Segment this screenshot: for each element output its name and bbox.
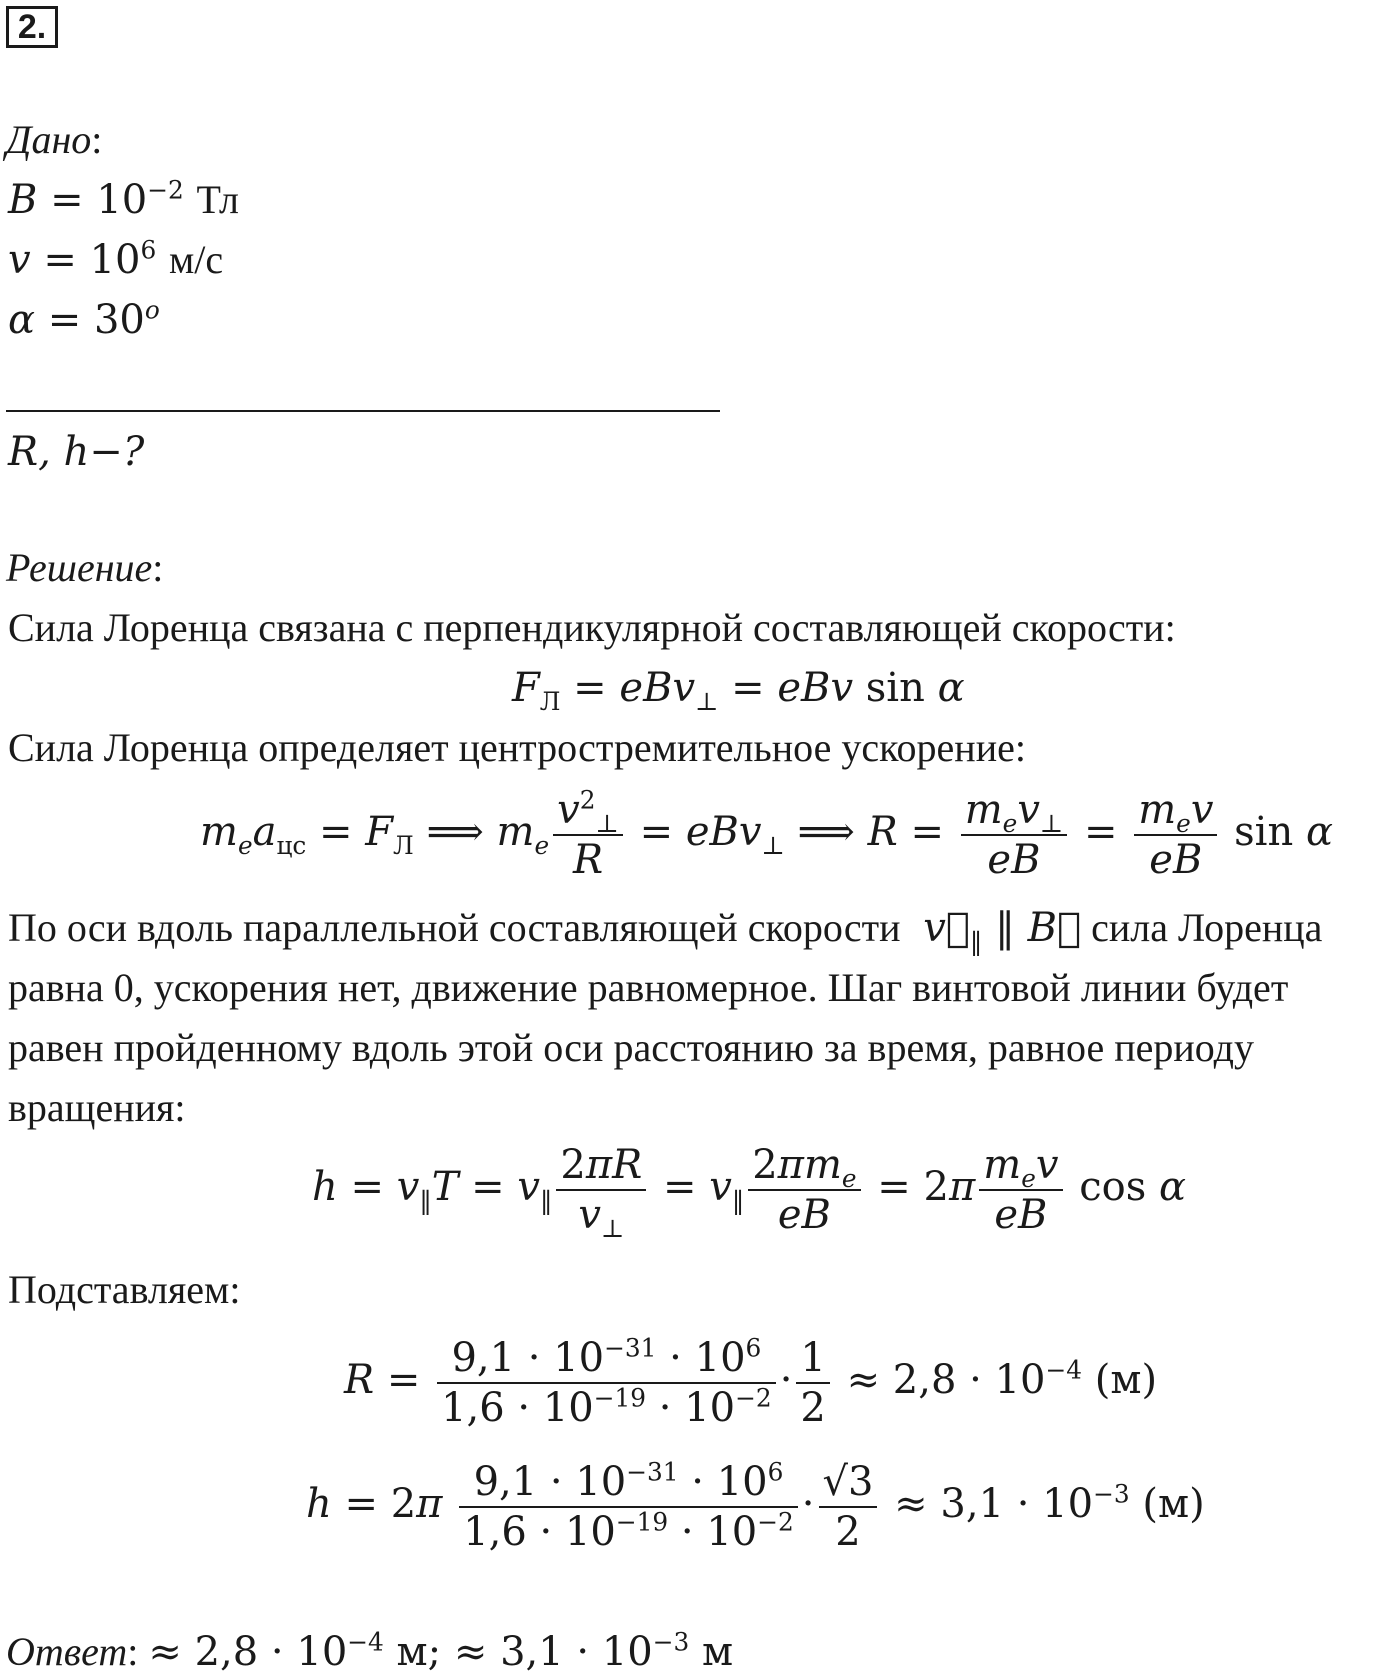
given-base: 10	[89, 237, 141, 283]
h-den-exp2: −2	[757, 1507, 794, 1537]
r-den-exp1: −19	[593, 1383, 647, 1413]
given-unit: м/с	[168, 237, 224, 282]
answer-r: ≈ 2,8 · 10	[148, 1629, 348, 1675]
answer-line	[6, 1627, 734, 1675]
given-var: v	[8, 237, 31, 283]
formula-lorentz-force: $F_Л = eBv_\perp$ = eBv sin α	[512, 665, 965, 716]
r-num-mid: · 10	[656, 1335, 746, 1381]
find-line: R, h−?	[8, 429, 145, 475]
given-title	[6, 117, 103, 162]
given-base: 30	[93, 297, 145, 343]
given-line-alpha: $\alpha = 30^o$	[8, 295, 160, 343]
h-unit: (м)	[1142, 1481, 1205, 1527]
given-base: 10	[96, 177, 148, 223]
solution-paragraph-1: Сила Лоренца связана с перпендикулярной составляющей скорости:	[8, 605, 1176, 650]
h-num-exp1: −31	[626, 1457, 679, 1487]
r-result-exp: −4	[1045, 1355, 1083, 1385]
given-exp: 6	[140, 235, 157, 265]
given-line-B: $B = 10^{-2}$ Тл	[8, 175, 239, 223]
h-den-mid: · 10	[668, 1509, 758, 1555]
answer-h-exp: −3	[652, 1627, 690, 1657]
answer-h: м; ≈ 3,1 · 10	[383, 1629, 653, 1675]
r-num: 9,1 · 10	[451, 1335, 605, 1381]
solution-title-colon: :	[152, 545, 164, 590]
given-exp: o	[144, 295, 160, 325]
answer-unit: м	[689, 1629, 734, 1675]
given-unit: Тл	[196, 177, 239, 222]
problem-number: 2.	[6, 6, 58, 48]
given-exp: −2	[147, 175, 184, 205]
given-var: α	[8, 297, 36, 343]
solution-paragraph-3	[8, 905, 1323, 956]
h-den-exp1: −19	[615, 1507, 669, 1537]
r-den-mid: · 10	[646, 1385, 736, 1431]
h-num-exp2: 6	[767, 1457, 784, 1487]
solution-paragraph-7: Подставляем:	[8, 1267, 241, 1312]
formula-h-numeric: h = 2π $\frac{9,1 \cdot 10^{-31} \cdot 10^6}{1,6 \cdot 10^{-19} \cdot 10^{-2}}$ · $\frac{√3}{2}$ ≈ $3,1 \cdot 10^{-3}$ (м)	[306, 1457, 1205, 1555]
answer-values	[148, 1629, 733, 1675]
solution-paragraph-2: Сила Лоренца определяет центростремительное ускорение:	[8, 725, 1026, 770]
given-divider	[6, 410, 720, 412]
formula-radius: $m_ea_{цс} = F_Л$ ⟹ $m_e$ $\frac{v^2_\perp}{R}$ = eBv$_\perp$ ⟹ R = $\frac{m_ev_\perp}{eB}$ = $\frac{m_ev}{eB}$ sin α	[200, 785, 1333, 883]
solution-paragraph-3-start: По оси вдоль параллельной составляющей скорости	[8, 905, 901, 950]
r-num-exp1: −31	[604, 1333, 657, 1363]
parallel-notation: $v⃗_‖$ ‖ B⃗	[923, 905, 1082, 956]
given-line-v: $v = 10^6$ м/с	[8, 235, 224, 283]
r-den-exp2: −2	[735, 1383, 772, 1413]
formula-pitch: $h = v_‖T = v_‖$ $\frac{2\pi R}{v_\perp}$ = $v_‖$ $\frac{2\pi m_e}{eB}$ = 2π $\frac{m_ev}{eB}$ cos α	[312, 1142, 1186, 1243]
half-den: 2	[800, 1385, 826, 1431]
h-num: 9,1 · 10	[473, 1459, 627, 1505]
r-num-exp2: 6	[745, 1333, 762, 1363]
given-var: B	[8, 177, 38, 223]
h-num-mid: · 10	[678, 1459, 768, 1505]
solution-title	[6, 545, 164, 590]
sqrt3-num: √3	[819, 1462, 878, 1508]
r-den: 1,6 · 10	[441, 1385, 594, 1431]
solution-title-text: Решение	[6, 545, 153, 590]
half-num: 1	[796, 1338, 829, 1384]
formula-R-numeric: R = $\frac{9,1 \cdot 10^{-31} \cdot 10^6}{1,6 \cdot 10^{-19} \cdot 10^{-2}}$ · $\frac{1}{2}$ ≈ $2,8 \cdot 10^{-4}$ (м)	[344, 1333, 1158, 1431]
r-result: ≈ 2,8 · 10	[846, 1357, 1046, 1403]
answer-colon: :	[127, 1629, 139, 1674]
given-title-text: Дано	[6, 117, 92, 162]
solution-paragraph-3-end: сила Лоренца	[1091, 905, 1323, 950]
answer-title: Ответ	[6, 1629, 128, 1674]
h-result-exp: −3	[1093, 1479, 1130, 1509]
solution-paragraph-6: вращения:	[8, 1085, 186, 1130]
solution-paragraph-5: равен пройденному вдоль этой оси расстоянию за время, равное периоду	[8, 1025, 1254, 1070]
r-unit: (м)	[1094, 1357, 1158, 1403]
answer-r-exp: −4	[347, 1627, 384, 1657]
h-result: ≈ 3,1 · 10	[894, 1481, 1094, 1527]
h-den: 1,6 · 10	[463, 1509, 616, 1555]
solution-paragraph-4: равна 0, ускорения нет, движение равномерное. Шаг винтовой линии будет	[8, 965, 1289, 1010]
sqrt3-den: 2	[835, 1509, 861, 1555]
given-title-colon: :	[91, 117, 103, 162]
